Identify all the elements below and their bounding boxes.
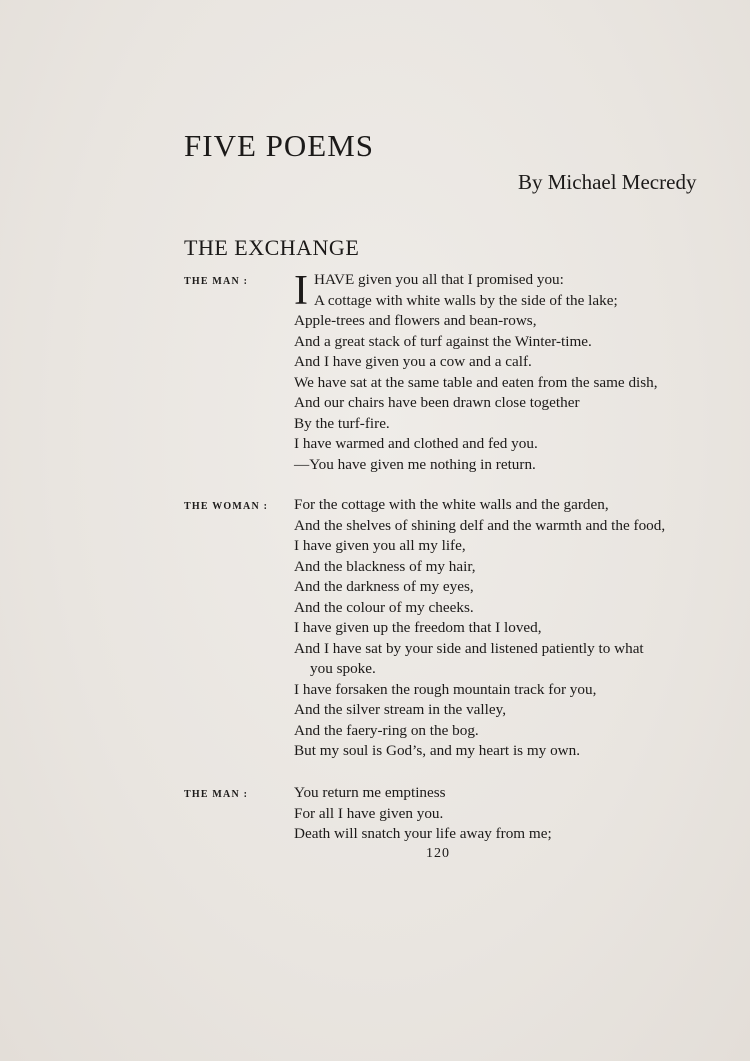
speaker-label-woman: THE WOMAN : <box>184 501 269 512</box>
poem-title: THE EXCHANGE <box>184 235 360 260</box>
poem-line: And the shelves of shining delf and the warmth and the food, <box>294 516 666 534</box>
poem-line: And the silver stream in the valley, <box>294 701 507 718</box>
poem-line: And the darkness of my eyes, <box>294 578 474 595</box>
poem-line: For all I have given you. <box>294 804 444 822</box>
poem-line: I have warmed and clothed and fed you. <box>294 435 538 452</box>
poem-line: And the colour of my cheeks. <box>294 598 474 616</box>
poem-line: And I have given you a cow and a calf. <box>294 353 532 370</box>
poem-line: We have sat at the same table and eaten from the same dish, <box>294 373 658 391</box>
poem-line: And I have sat by your side and listened patiently to what <box>294 639 644 657</box>
poem-line: You return me emptiness <box>294 784 446 801</box>
poem-line: Apple-trees and flowers and bean-rows, <box>294 312 537 329</box>
stanza-man-1 <box>294 270 734 475</box>
poem-line: And the blackness of my hair, <box>294 557 476 575</box>
poem-line: By the turf-fire. <box>294 414 390 432</box>
poem-line: I have given up the freedom that I loved, <box>294 619 542 636</box>
poem-line: And our chairs have been drawn close together <box>294 394 580 411</box>
stanza-man-2 <box>294 783 734 845</box>
poem-line: For the cottage with the white walls and the garden, <box>294 496 609 513</box>
page-title: FIVE POEMS <box>184 128 375 163</box>
page-number: 120 <box>426 846 450 861</box>
poem-line: I have given you all my life, <box>294 537 466 554</box>
stanza-woman <box>294 495 734 762</box>
poem-line: —You have given me nothing in return. <box>294 455 536 473</box>
poem-line: HAVE given you all that I promised you: <box>314 271 564 288</box>
poem-line-continuation: you spoke. <box>310 660 376 677</box>
speaker-label-man-1: THE MAN : <box>184 276 249 287</box>
drop-cap: I <box>294 268 308 314</box>
poem-line: Death will snatch your life away from me; <box>294 825 552 842</box>
poem-line: And a great stack of turf against the Winter-time. <box>294 332 592 350</box>
author-byline: By Michael Mecredy <box>518 170 697 194</box>
poem-line: I have forsaken the rough mountain track for you, <box>294 680 597 698</box>
poem-line: And the faery-ring on the bog. <box>294 721 479 739</box>
poem-line: A cottage with white walls by the side of the lake; <box>314 291 618 309</box>
speaker-label-man-2: THE MAN : <box>184 789 249 800</box>
poem-line: But my soul is God’s, and my heart is my own. <box>294 742 581 759</box>
